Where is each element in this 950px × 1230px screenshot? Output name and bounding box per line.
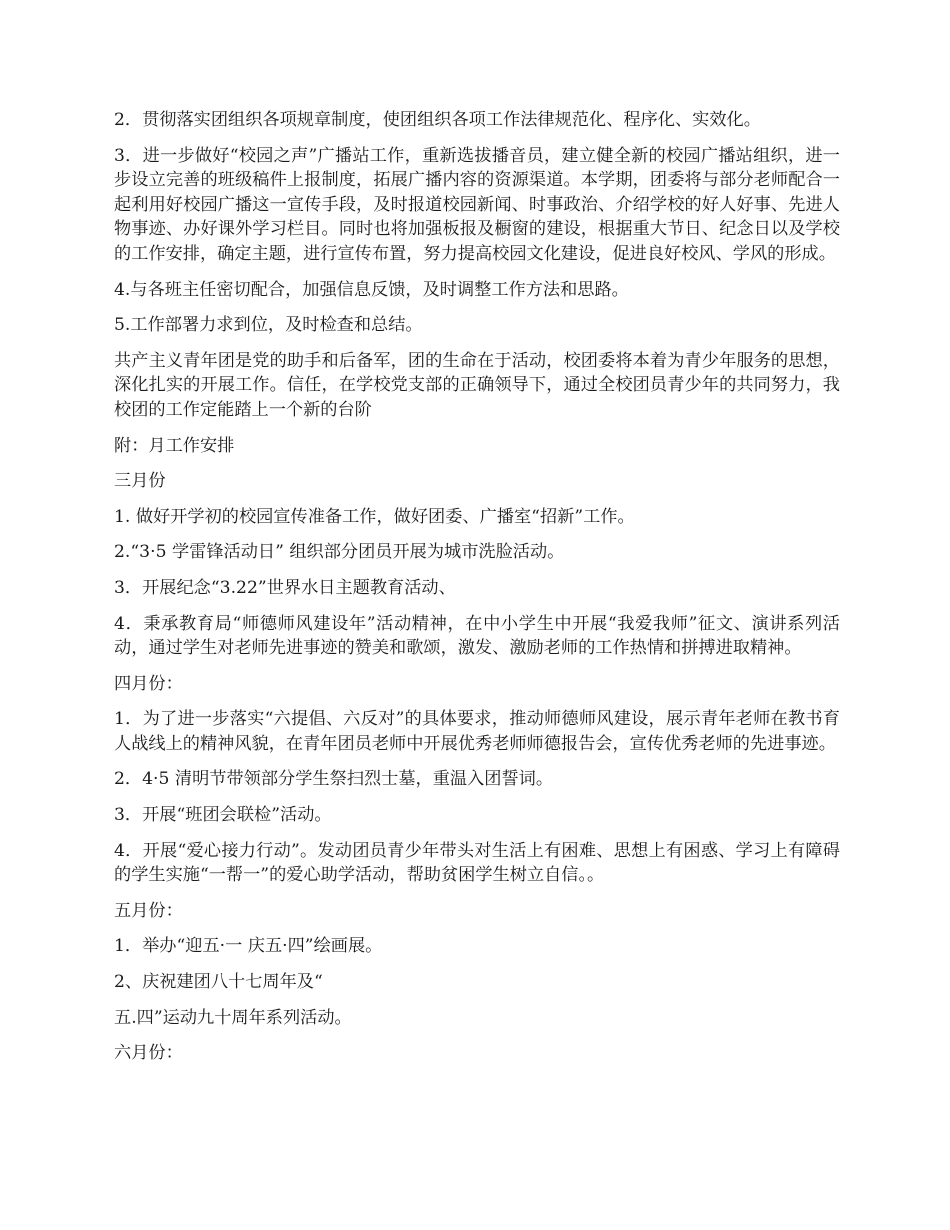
appendix-heading: 附：月工作安排: [114, 435, 235, 456]
month-heading-march: 三月份: [114, 471, 166, 492]
paragraph-item-4: 4.与各班主任密切配合，加强信息反馈，及时调整工作方法和思路。: [114, 279, 629, 300]
april-item-3: 3．开展“班团会联检”活动。: [114, 805, 332, 826]
month-heading-may: 五月份：: [114, 900, 183, 921]
document-page: [114, 108, 840, 1077]
month-heading-april: 四月份：: [114, 673, 183, 694]
march-item-1: 1. 做好开学初的校园宣传准备工作，做好团委、广播室“招新”工作。: [114, 506, 635, 527]
paragraph-item-5: 5.工作部署力求到位，及时检查和总结。: [114, 315, 423, 336]
paragraph-item-2: 2．贯彻落实团组织各项规章制度，使团组织各项工作法律规范化、程序化、实效化。: [114, 110, 761, 130]
paragraph-summary: 共产主义青年团是党的助手和后备军，团的生命在于活动，校团委将本着为青少年服务的思想，深化扎实的开展工作。信任，在学校党支部的正确领导下，通过全校团员青少年的共同努力，我校团的工作定能踏上一个新的台阶: [114, 350, 840, 420]
march-item-2: 2.“3·5 学雷锋活动日” 组织部分团员开展为城市洗脸活动。: [114, 542, 565, 563]
month-heading-june: 六月份：: [114, 1043, 183, 1064]
may-item-1: 1．举办“迎五·一 庆五·四”绘画展。: [114, 936, 383, 957]
paragraph-item-3-broadcast: 3．进一步做好“校园之声”广播站工作，重新选拔播音员，建立健全新的校园广播站组织，进一步设立完善的班级稿件上报制度，拓展广播内容的资源渠道。本学期，团委将与部分老师配合一起利用好校园广播这一宣传手段，及时报道校园新闻、时事政治、介绍学校的好人好事、先进人物事迹、办好课外学习栏目。同时也将加强板报及橱窗的建设，根据重大节日、纪念日以及学校的工作安排，确定主题，进行宣传布置，努力提高校园文化建设，促进良好校风、学风的形成。: [114, 145, 840, 264]
april-item-4: 4．开展“爱心接力行动”。发动团员青少年带头对生活上有困难、思想上有困惑、学习上有障碍的学生实施“一帮一”的爱心助学活动，帮助贫困学生树立自信。。: [114, 840, 840, 886]
april-item-2: 2．4·5 清明节带领部分学生祭扫烈士墓，重温入团誓词。: [114, 769, 554, 790]
march-item-4: 4．秉承教育局“师德师风建设年”活动精神，在中小学生中开展“我爱我师”征文、演讲系列活动，通过学生对老师先进事迹的赞美和歌颂，激发、激励老师的工作热情和拼搏进取精神。: [114, 613, 840, 659]
may-item-2: 2、庆祝建团八十七周年及“: [114, 972, 323, 993]
march-item-3: 3．开展纪念“3.22”世界水日主题教育活动、: [114, 577, 456, 598]
may-item-2-continued: 五.四”运动九十周年系列活动。: [114, 1007, 352, 1028]
april-item-1: 1．为了进一步落实“六提倡、六反对”的具体要求，推动师德师风建设，展示青年老师在教书育人战线上的精神风貌，在青年团员老师中开展优秀老师师德报告会，宣传优秀老师的先进事迹。: [114, 709, 840, 754]
